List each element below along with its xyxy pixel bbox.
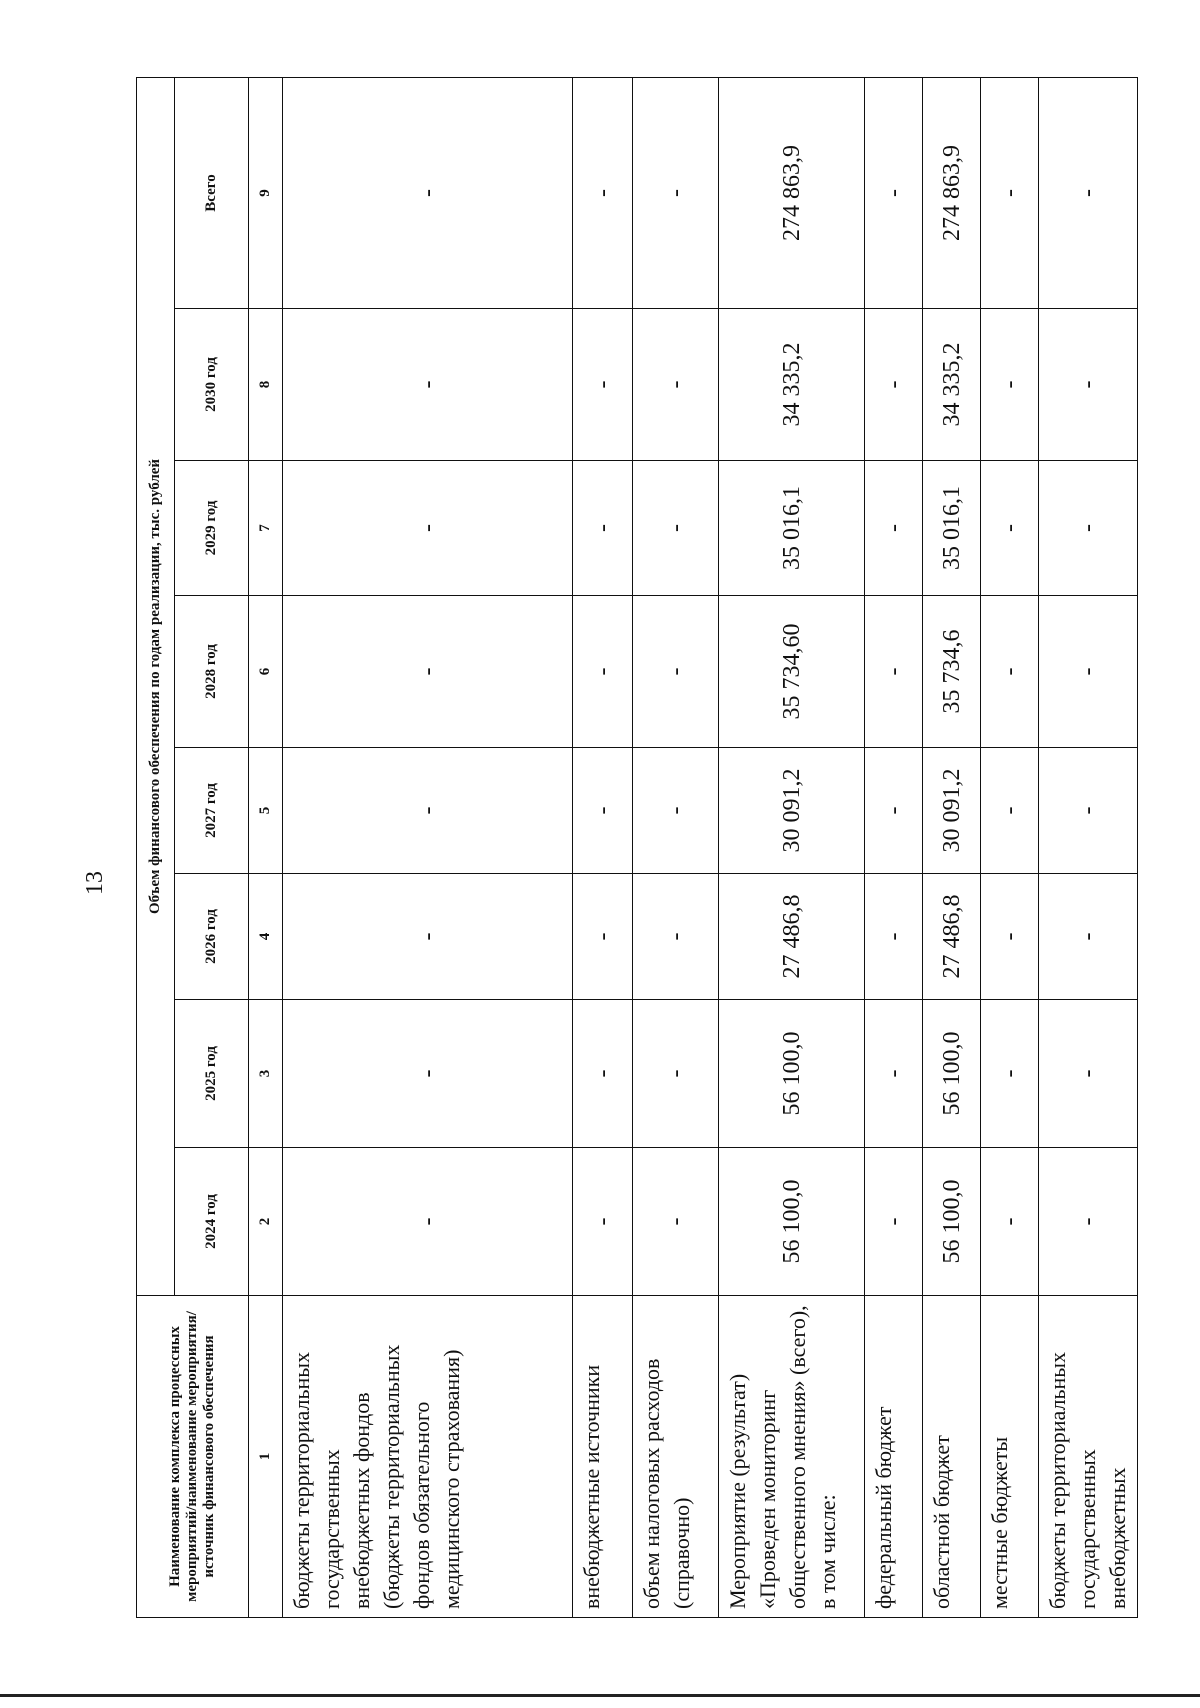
table-row [981,77,1039,1617]
row-value: - [573,461,633,596]
row-name: бюджеты территориальных государственных внебюджетных [1039,1296,1138,1618]
row-value: - [865,461,923,596]
header-year: 2025 год [175,1000,249,1148]
row-value: - [633,596,719,748]
table-row [923,77,981,1617]
table-row [573,77,633,1617]
rotated-table-container [136,78,1130,1618]
row-value: - [633,748,719,874]
header-column-number: 8 [249,309,283,461]
financing-table [136,77,1138,1618]
table-row [1039,77,1138,1617]
row-value: - [981,309,1039,461]
row-name: объем налоговых расходов (справочно) [633,1296,719,1618]
row-value: - [633,1000,719,1148]
row-value: 27 486,8 [923,874,981,1000]
row-value: - [865,1148,923,1296]
row-name: Мероприятие (результат) «Проведен мониторинг общественного мнения» (всего), в том числе: [719,1296,865,1618]
header-year: 2027 год [175,748,249,874]
header-column-number: 6 [249,596,283,748]
row-value: - [1039,596,1138,748]
header-column-number: 1 [249,1296,283,1618]
row-value: 56 100,0 [923,1148,981,1296]
header-column-number: 9 [249,77,283,308]
row-value: - [573,748,633,874]
row-value: - [865,1000,923,1148]
row-value: - [633,1148,719,1296]
header-column-number: 2 [249,1148,283,1296]
row-value: 30 091,2 [719,748,865,874]
row-value: - [283,1148,573,1296]
row-value: - [573,874,633,1000]
row-value: - [981,461,1039,596]
row-value: - [1039,309,1138,461]
bottom-border-line [0,1694,1200,1697]
row-value: - [981,1148,1039,1296]
row-value: 274 863,9 [719,77,865,308]
header-col1: Наименование комплекса процессных мероприятий/наименование мероприятия/источник финансового обеспечения [137,1296,249,1618]
row-value: 35 734,60 [719,596,865,748]
table-row [719,77,865,1617]
row-value: - [981,1000,1039,1148]
table-row [633,77,719,1617]
row-value: - [633,461,719,596]
row-value: 56 100,0 [719,1148,865,1296]
row-value: - [1039,1000,1138,1148]
row-value: - [1039,461,1138,596]
row-value: - [283,309,573,461]
header-year: 2024 год [175,1148,249,1296]
row-value: - [283,596,573,748]
table-row [283,77,573,1617]
header-year: 2030 год [175,309,249,461]
row-value: 34 335,2 [719,309,865,461]
row-value: 30 091,2 [923,748,981,874]
row-value: - [573,596,633,748]
row-value: - [573,1148,633,1296]
row-value: - [633,309,719,461]
row-value: - [283,748,573,874]
row-value: 274 863,9 [923,77,981,308]
row-value: - [865,748,923,874]
header-column-number: 7 [249,461,283,596]
row-value: 56 100,0 [923,1000,981,1148]
row-value: - [1039,874,1138,1000]
row-value: - [283,461,573,596]
row-value: 34 335,2 [923,309,981,461]
row-value: 35 016,1 [923,461,981,596]
row-name: федеральный бюджет [865,1296,923,1618]
header-column-number: 3 [249,1000,283,1148]
row-value: 27 486,8 [719,874,865,1000]
table-wrapper [136,78,1130,1618]
row-name: внебюджетные источники [573,1296,633,1618]
row-value: - [573,77,633,308]
row-value: 56 100,0 [719,1000,865,1148]
row-value: - [1039,1148,1138,1296]
page-number: 13 [82,871,108,895]
header-column-number: 5 [249,748,283,874]
row-value: 35 016,1 [719,461,865,596]
row-value: - [283,77,573,308]
header-year: 2028 год [175,596,249,748]
row-name: областной бюджет [923,1296,981,1618]
row-value: - [981,874,1039,1000]
row-value: - [283,874,573,1000]
row-value: - [865,309,923,461]
header-group: Объем финансового обеспечения по годам реализации, тыс. рублей [137,77,175,1295]
row-value: - [981,77,1039,308]
row-value: - [1039,748,1138,874]
row-value: - [865,596,923,748]
header-year: 2029 год [175,461,249,596]
header-year: 2026 год [175,874,249,1000]
row-value: - [981,748,1039,874]
row-value: - [283,1000,573,1148]
row-value: - [865,77,923,308]
row-name: бюджеты территориальных государственных внебюджетных фондов (бюджеты территориальных фондов обязательного медицинского страхования) [283,1296,573,1618]
row-name: местные бюджеты [981,1296,1039,1618]
row-value: - [1039,77,1138,308]
row-value: - [573,309,633,461]
row-value: - [981,596,1039,748]
row-value: - [573,1000,633,1148]
table-row [865,77,923,1617]
header-column-number: 4 [249,874,283,1000]
row-value: 35 734,6 [923,596,981,748]
row-value: - [633,77,719,308]
row-value: - [865,874,923,1000]
header-year: Всего [175,77,249,308]
row-value: - [633,874,719,1000]
